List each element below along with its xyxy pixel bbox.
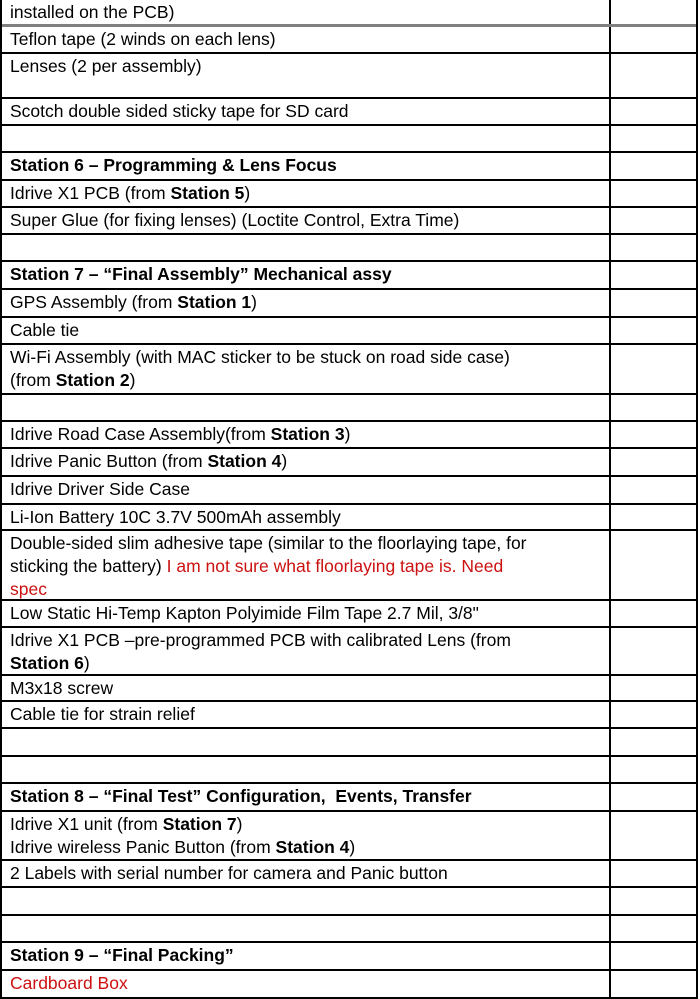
table-row (2, 676, 696, 702)
item-text: Lenses (2 per assembly) (10, 56, 202, 76)
item-cell (2, 888, 611, 914)
check-cell-empty (611, 290, 696, 316)
check-cell-empty (611, 422, 696, 447)
check-cell-empty (611, 702, 696, 727)
check-cell-empty (611, 153, 696, 179)
item-cell (2, 601, 611, 626)
text-line (10, 154, 605, 177)
table-row (2, 126, 696, 153)
table-row (2, 27, 696, 54)
item-cell (2, 676, 611, 700)
table-row (2, 861, 696, 888)
item-cell (2, 262, 611, 288)
text-line (10, 423, 605, 446)
text-line (10, 28, 605, 51)
text-line (10, 578, 605, 599)
text-line (10, 450, 605, 473)
text-line (10, 100, 605, 123)
text-line (10, 862, 605, 885)
item-text: ) (281, 451, 288, 471)
item-text-red-note: spec (10, 579, 47, 599)
text-line (10, 291, 605, 314)
item-cell (2, 784, 611, 810)
table-row (2, 181, 696, 208)
check-cell-empty (611, 943, 696, 969)
item-text: (from (10, 370, 56, 390)
check-cell-empty (611, 449, 696, 475)
check-cell-empty (611, 262, 696, 288)
item-cell (2, 702, 611, 727)
text-line (10, 602, 605, 625)
item-cell (2, 345, 611, 393)
table-row (2, 812, 696, 861)
item-text: Li-Ion Battery 10C 3.7V 500mAh assembly (10, 507, 341, 527)
item-text-bold: Station 8 – “Final Test” Configuration, Events, Transfer (10, 786, 472, 806)
item-cell (2, 54, 611, 97)
table-row (2, 784, 696, 812)
check-cell-empty (611, 531, 696, 599)
table-row (2, 54, 696, 99)
check-cell-empty (611, 208, 696, 233)
item-text: Idrive wireless Panic Button (from (10, 837, 276, 857)
text-line (10, 209, 605, 232)
text-line (10, 369, 605, 392)
item-text-bold: Station 6 (10, 653, 84, 673)
item-text: ) (129, 370, 136, 390)
check-cell-empty (611, 861, 696, 886)
item-cell (2, 208, 611, 233)
item-text: Low Static Hi-Temp Kapton Polyimide Film Tape 2.7 Mil, 3/8" (10, 603, 479, 623)
table-row (2, 208, 696, 235)
table-row (2, 395, 696, 422)
item-cell (2, 395, 611, 420)
item-text-red-note: Cardboard Box (10, 973, 128, 993)
item-text: Super Glue (for fixing lenses) (Loctite Control, Extra Time) (10, 210, 460, 230)
text-line (10, 346, 605, 369)
item-text: ) (251, 292, 257, 312)
item-cell (2, 628, 611, 674)
text-line (10, 506, 605, 529)
table-row (2, 943, 696, 971)
check-cell-empty (611, 812, 696, 859)
check-cell-empty (611, 676, 696, 700)
item-text: 2 Labels with serial number for camera and Panic button (10, 863, 448, 883)
item-cell (2, 290, 611, 316)
item-cell (2, 153, 611, 179)
check-cell-empty (611, 27, 696, 52)
check-cell-empty (611, 126, 696, 151)
table-row (2, 153, 696, 181)
item-cell (2, 757, 611, 782)
check-cell-empty (611, 477, 696, 503)
item-text: Idrive X1 PCB (from (10, 183, 171, 203)
item-text: ) (244, 183, 251, 203)
check-cell-empty (611, 757, 696, 782)
item-cell (2, 943, 611, 969)
item-cell (2, 729, 611, 755)
table-row (2, 702, 696, 729)
check-cell-empty (611, 505, 696, 529)
item-text-red-note: I am not sure what floorlaying tape is. Need (166, 556, 504, 576)
text-line (10, 785, 605, 808)
text-line (10, 532, 605, 555)
item-text: Teflon tape (2 winds on each lens) (10, 29, 276, 49)
item-cell (2, 99, 611, 124)
table-row (2, 262, 696, 290)
item-cell (2, 235, 611, 260)
check-cell-empty (611, 0, 696, 24)
item-text: GPS Assembly (from (10, 292, 178, 312)
item-cell (2, 27, 611, 52)
item-text: M3x18 screw (10, 678, 114, 698)
item-cell (2, 422, 611, 447)
text-line (10, 55, 605, 78)
item-text-bold: Station 3 (270, 424, 345, 444)
table-row (2, 0, 696, 27)
text-line (10, 1, 605, 24)
item-text: ) (83, 653, 90, 673)
item-text-bold: Station 5 (170, 183, 245, 203)
check-cell-empty (611, 395, 696, 420)
item-cell (2, 181, 611, 206)
table-row (2, 99, 696, 126)
item-text: ) (344, 424, 351, 444)
item-text: installed on the PCB) (10, 2, 175, 22)
table-row (2, 505, 696, 531)
table-row (2, 729, 696, 757)
item-cell (2, 0, 611, 24)
item-text: Cable tie for strain relief (10, 704, 195, 724)
item-text: Idrive X1 unit (from (10, 814, 163, 834)
table-row (2, 628, 696, 676)
table-row (2, 888, 696, 916)
item-text: Scotch double sided sticky tape for SD card (10, 101, 349, 121)
text-line (10, 836, 605, 859)
table-row (2, 531, 696, 601)
table-row (2, 235, 696, 262)
table-row (2, 449, 696, 477)
text-line (10, 703, 605, 726)
item-cell (2, 812, 611, 859)
check-cell-empty (611, 235, 696, 260)
text-line (10, 652, 605, 674)
item-text-bold: Station 7 – “Final Assembly” Mechanical assy (10, 264, 392, 284)
check-cell-empty (611, 99, 696, 124)
check-cell-empty (611, 971, 696, 997)
item-cell (2, 318, 611, 343)
table-row (2, 971, 696, 999)
item-text: Idrive Road Case Assembly(from (10, 424, 271, 444)
item-text: Double-sided slim adhesive tape (similar to the floorlaying tape, for (10, 533, 527, 553)
text-line (10, 478, 605, 501)
check-cell-empty (611, 181, 696, 206)
text-line (10, 972, 605, 995)
check-cell-empty (611, 318, 696, 343)
item-cell (2, 916, 611, 941)
item-cell (2, 477, 611, 503)
item-text: sticking the battery) (10, 556, 167, 576)
item-text-bold: Station 7 (162, 814, 237, 834)
check-cell-empty (611, 54, 696, 97)
item-text: Wi-Fi Assembly (with MAC sticker to be stuck on road side case) (10, 347, 510, 367)
item-text-bold: Station 2 (55, 370, 130, 390)
table-row (2, 290, 696, 318)
check-cell-empty (611, 601, 696, 626)
table-row (2, 916, 696, 943)
check-cell-empty (611, 916, 696, 941)
item-text-bold: Station 4 (207, 451, 282, 471)
item-text: Idrive Driver Side Case (10, 479, 190, 499)
item-cell (2, 449, 611, 475)
item-cell (2, 126, 611, 151)
text-line (10, 677, 605, 700)
item-text: ) (236, 814, 243, 834)
text-line (10, 182, 605, 205)
item-cell (2, 861, 611, 886)
item-cell (2, 971, 611, 997)
item-cell (2, 531, 611, 599)
check-cell-empty (611, 628, 696, 674)
text-line (10, 629, 605, 652)
item-text: ) (349, 837, 356, 857)
table-row (2, 601, 696, 628)
table-row (2, 318, 696, 345)
item-text-bold: Station 1 (177, 292, 252, 312)
item-text: Idrive Panic Button (from (10, 451, 208, 471)
item-text-bold: Station 4 (275, 837, 350, 857)
text-line (10, 555, 605, 578)
table-row (2, 345, 696, 395)
item-cell (2, 505, 611, 529)
check-cell-empty (611, 888, 696, 914)
check-cell-empty (611, 345, 696, 393)
text-line (10, 263, 605, 286)
check-cell-empty (611, 729, 696, 755)
table-row (2, 422, 696, 449)
item-text-bold: Station 6 – Programming & Lens Focus (10, 155, 337, 175)
table-row (2, 477, 696, 505)
item-text: Cable tie (10, 320, 80, 340)
item-text-bold: Station 9 – “Final Packing” (10, 945, 234, 965)
check-cell-empty (611, 784, 696, 810)
text-line (10, 319, 605, 342)
text-line (10, 944, 605, 967)
table-row (2, 757, 696, 784)
item-text: Idrive X1 PCB –pre-programmed PCB with calibrated Lens (from (10, 630, 511, 650)
text-line (10, 813, 605, 836)
